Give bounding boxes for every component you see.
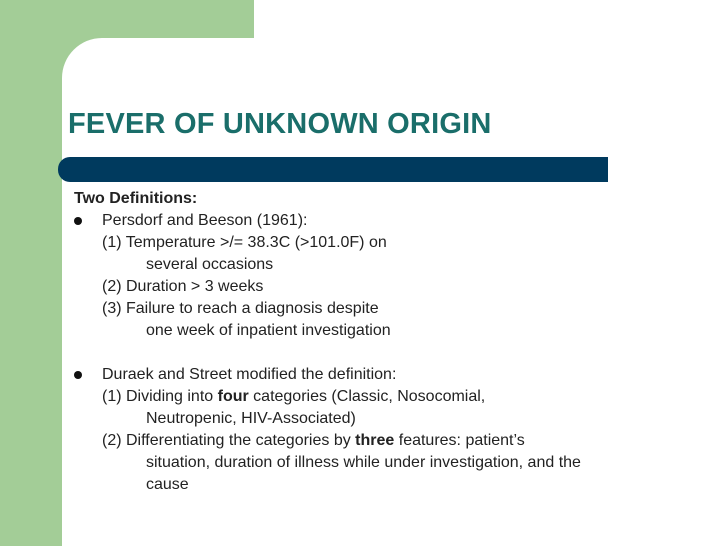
- criterion-3: (3) Failure to reach a diagnosis despite: [102, 300, 379, 317]
- criterion-1-cont: several occasions: [146, 256, 274, 273]
- emphasis-four: four: [217, 388, 249, 405]
- title-underline-bar: [58, 157, 608, 182]
- criterion-3-cont: one week of inpatient investigation: [146, 322, 391, 339]
- bullet-duraek-street: [74, 364, 714, 496]
- spacer: [74, 342, 714, 364]
- slide-content: [74, 188, 714, 496]
- modification-2-text: (2) Differentiating the categories by: [102, 432, 356, 449]
- bullet-icon: [74, 217, 82, 225]
- modification-1-cont: Neutropenic, HIV-Associated): [146, 410, 356, 427]
- bullet-head: Duraek and Street modified the definition:: [102, 366, 397, 383]
- modification-2-cont2: cause: [146, 476, 189, 493]
- bullet-head: Persdorf and Beeson (1961):: [102, 212, 308, 229]
- modification-2-cont: situation, duration of illness while under investigation, and the: [146, 454, 581, 471]
- bullet-icon: [74, 371, 82, 379]
- bullet-persdorf-beeson: [74, 210, 714, 342]
- emphasis-three: three: [355, 432, 395, 449]
- modification-1-text-end: categories (Classic, Nosocomial,: [248, 388, 486, 405]
- criterion-2: (2) Duration > 3 weeks: [102, 278, 264, 295]
- slide-title: FEVER OF UNKNOWN ORIGIN: [68, 108, 492, 140]
- modification-1: [102, 386, 714, 408]
- modification-2-text-end: features: patient’s: [394, 432, 525, 449]
- modification-2: [102, 430, 714, 452]
- modification-1-text: (1) Dividing into: [102, 388, 218, 405]
- section-heading: Two Definitions:: [74, 190, 198, 207]
- criterion-1: (1) Temperature >/= 38.3C (>101.0F) on: [102, 234, 387, 251]
